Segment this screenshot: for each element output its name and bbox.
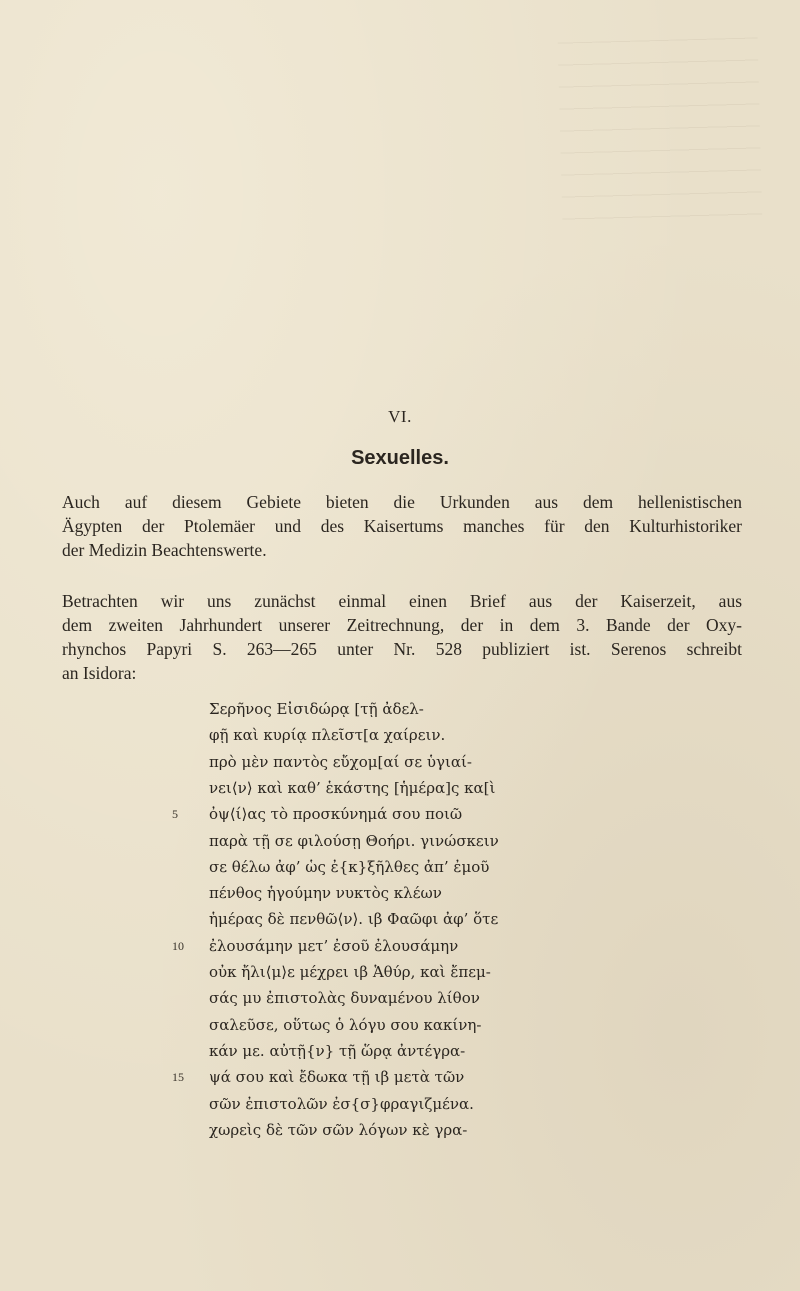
greek-line-text: νει⟨ν⟩ καὶ καθ’ ἑκάστης [ἡμέρα]ς κα[ὶ — [209, 778, 496, 797]
greek-line — [0, 959, 800, 985]
section-number: VI. — [388, 407, 412, 426]
greek-line-text: σῶν ἐπιστολῶν ἐσ{σ}φραγιζμένα. — [209, 1094, 474, 1113]
section-title: Sexuelles. — [351, 447, 449, 469]
greek-line-text: πένθος ἡγούμην νυκτὸς κλέων — [209, 884, 442, 903]
line-number: 10 — [172, 938, 184, 953]
greek-line — [0, 933, 800, 959]
greek-line — [0, 1038, 800, 1064]
greek-line — [0, 722, 800, 748]
paragraph-letter-intro — [62, 589, 742, 685]
greek-line-text: σαλεῦσε, οὕτως ὁ λόγυ σου κακίνη- — [209, 1015, 482, 1034]
greek-line-text: σε θέλω ἀφ’ ὡς ἐ{κ}ξῆλθες ἀπ’ ἐμοῦ — [209, 857, 490, 876]
paragraph-line: an Isidora: — [62, 663, 137, 683]
greek-line-text: ἐλουσάμην μετ’ ἐσοῦ ἐλουσάμην — [209, 936, 459, 955]
greek-line-text: ὀψ⟨ί⟩ας τὸ προσκύνημά σου ποιῶ — [209, 805, 463, 824]
paragraph-line: Auch auf diesem Gebiete bieten die Urkunden aus dem hellenistischen — [62, 492, 742, 512]
show-through-text — [558, 37, 763, 222]
greek-line — [0, 985, 800, 1011]
greek-line — [0, 801, 800, 827]
paragraph-line: rhynchos Papyri S. 263—265 unter Nr. 528 publiziert ist. Serenos schreibt — [62, 639, 742, 659]
greek-line-text: πρὸ μὲν παντὸς εὔχομ[αί σε ὑγιαί- — [209, 752, 472, 771]
greek-line-text: ψά σου καὶ ἔδωκα τῇ ιβ μετὰ τῶν — [209, 1068, 465, 1087]
greek-line — [0, 880, 800, 906]
line-number: 5 — [172, 807, 178, 822]
greek-line — [0, 828, 800, 854]
greek-line — [0, 1117, 800, 1143]
greek-line-text: σάς μυ ἐπιστολὰς δυναμένου λίθον — [209, 989, 480, 1008]
paragraph-line: Betrachten wir uns zunächst einmal einen Brief aus der Kaiserzeit, aus — [62, 591, 742, 611]
greek-line-text: οὐκ ἤλι⟨μ⟩ε μέχρει ιβ Ἁθύρ, καὶ ἔπεμ- — [209, 963, 491, 981]
greek-line — [0, 696, 800, 722]
line-number: 15 — [172, 1070, 184, 1085]
greek-line — [0, 775, 800, 801]
greek-line-text: χωρεὶς δὲ τῶν σῶν λόγων κὲ γρα- — [209, 1120, 468, 1139]
paragraph-line: Ägypten der Ptolemäer und des Kaisertums manches für den Kulturhistoriker — [62, 516, 742, 536]
paragraph-intro — [62, 490, 742, 562]
greek-line-text: ἡμέρας δὲ πενθῶ⟨ν⟩. ιβ Φαῶφι ἀφ’ ὅτε — [209, 910, 499, 929]
greek-line — [0, 749, 800, 775]
greek-line — [0, 854, 800, 880]
greek-line-text: παρὰ τῇ σε φιλούσῃ Θοήρι. γινώσκειν — [209, 831, 499, 850]
greek-line-text: φῇ καὶ κυρίᾳ πλεῖστ[α χαίρειν. — [209, 726, 446, 745]
greek-line — [0, 906, 800, 932]
greek-line-text: Σερῆνος Εἰσιδώρᾳ [τῇ ἀδελ- — [209, 700, 424, 718]
paragraph-line: dem zweiten Jahrhundert unserer Zeitrechnung, der in dem 3. Bande der Oxy- — [62, 615, 742, 635]
greek-line — [0, 1064, 800, 1090]
greek-line — [0, 1012, 800, 1038]
greek-line — [0, 1091, 800, 1117]
greek-line-text: κάν με. αὐτῇ{ν} τῇ ὥρᾳ ἀντέγρα- — [209, 1041, 466, 1060]
paragraph-line: der Medizin Beachtenswerte. — [62, 540, 267, 560]
